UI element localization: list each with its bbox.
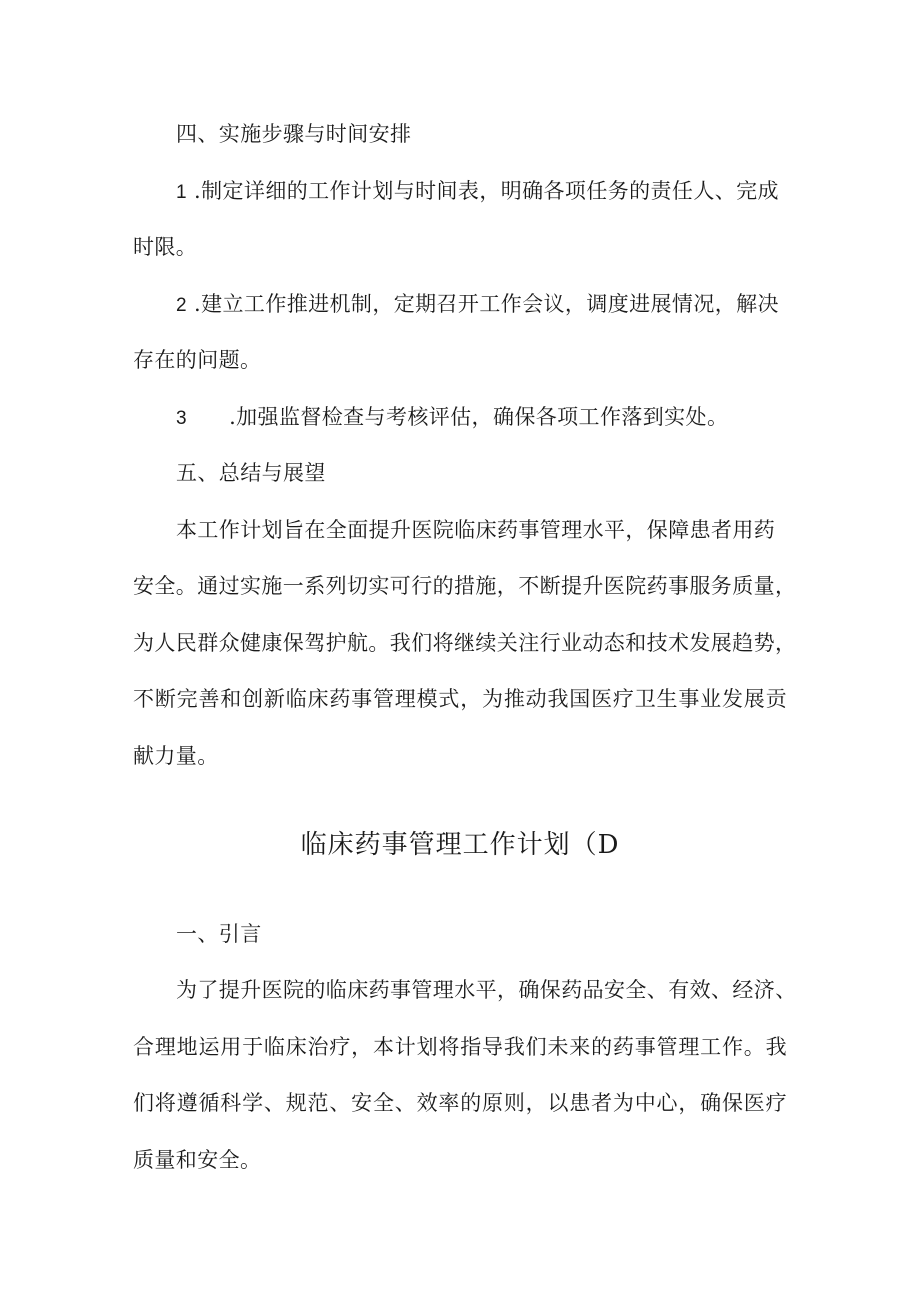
intro-paragraph-line: 们将遵循科学、规范、安全、效率的原则，以患者为中心，确保医疗 bbox=[133, 1091, 787, 1115]
step-number: 3 bbox=[176, 408, 187, 429]
step-text: .建立工作推进机制，定期召开工作会议，调度进展情况，解决 bbox=[194, 292, 779, 316]
step-text: .制定详细的工作计划与时间表，明确各项任务的责任人、完成 bbox=[194, 179, 779, 203]
step-item-3 bbox=[176, 402, 836, 434]
summary-paragraph-line: 本工作计划旨在全面提升医院临床药事管理水平，保障患者用药 bbox=[176, 518, 776, 542]
step-item-1-continuation: 时限。 bbox=[133, 235, 198, 259]
summary-paragraph-line: 献力量。 bbox=[133, 744, 219, 768]
section-heading-1: 一、引言 bbox=[176, 922, 262, 946]
summary-paragraph-line: 安全。通过实施一系列切实可行的措施，不断提升医院药事服务质量， bbox=[133, 574, 797, 598]
intro-paragraph-line: 合理地运用于临床治疗，本计划将指导我们未来的药事管理工作。我 bbox=[133, 1035, 787, 1059]
step-item-1 bbox=[176, 176, 836, 208]
step-item-2-continuation: 存在的问题。 bbox=[133, 348, 262, 372]
section-heading-4: 四、实施步骤与时间安排 bbox=[176, 122, 412, 146]
summary-paragraph-line: 不断完善和创新临床药事管理模式，为推动我国医疗卫生事业发展贡 bbox=[133, 687, 787, 711]
step-item-2 bbox=[176, 289, 836, 321]
intro-paragraph-line: 为了提升医院的临床药事管理水平，确保药品安全、有效、经济、 bbox=[176, 978, 797, 1002]
step-number: 1 bbox=[176, 182, 187, 203]
intro-paragraph-line: 质量和安全。 bbox=[133, 1148, 262, 1172]
step-number: 2 bbox=[176, 295, 187, 316]
document-title: 临床药事管理工作计划（D bbox=[300, 830, 620, 860]
section-heading-5: 五、总结与展望 bbox=[176, 461, 326, 485]
summary-paragraph-line: 为人民群众健康保驾护航。我们将继续关注行业动态和技术发展趋势， bbox=[133, 631, 797, 655]
step-text: .加强监督检查与考核评估，确保各项工作落到实处。 bbox=[229, 405, 729, 429]
